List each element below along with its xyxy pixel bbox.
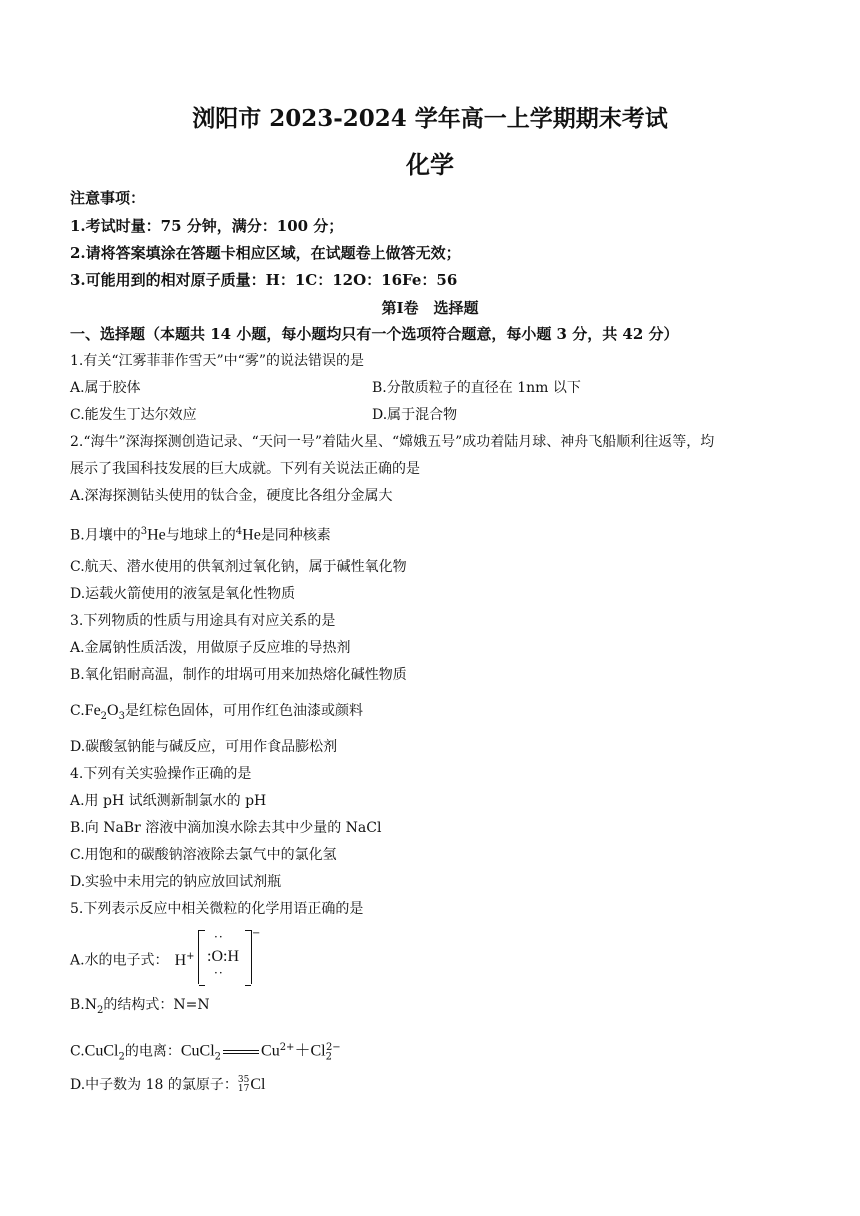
q3-option-c [70,701,363,727]
volume-heading: 第Ⅰ卷 选择题 [381,299,479,317]
q2-b-middle: 与地球上的 [165,527,236,544]
mass-number: 35 [237,1075,250,1085]
q5-c-cu: Cu [261,1042,280,1060]
q2-b-prefix: B.月壤中的 [70,527,141,544]
equals-sign [223,1050,259,1054]
q3-option-a: A.金属钠性质活泼，用做原子反应堆的导热剂 [70,640,351,656]
q3-c-sub-3: 3 [118,710,125,722]
q1-stem: 1.有关“江雾菲菲作雪天”中“雾”的说法错误的是 [70,353,364,369]
q3-c-suffix: 是红棕色固体，可用作红色油漆或颜料 [124,703,363,719]
q5-c-sub-3: 2 [325,1051,332,1063]
q3-c-fe: Fe [84,702,101,719]
q4-option-a: A.用 pH 试纸测新制氯水的 pH [70,793,267,809]
q2-option-a: A.深海探测钻头使用的钛合金，硬度比各组分金属大 [70,488,393,504]
q2-option-b [70,522,331,546]
atomic-number: 17 [237,1084,250,1094]
notes-heading: 注意事项： [70,189,146,207]
q5-c-sub-2: 2 [214,1051,222,1063]
q3-c-o: O [107,702,119,719]
q5-option-c [70,1038,341,1067]
q5-b-suffix: 的结构式：N=N [103,997,210,1013]
q5-option-a [70,947,195,971]
q1-option-a: A.属于胶体 [70,380,141,396]
q1-option-c: C.能发生丁达尔效应 [70,407,197,423]
lone-pair-top: ·· [214,930,224,944]
q5-c-cl: ＋Cl [294,1042,326,1060]
q3-c-prefix: C. [70,703,85,719]
q2-stem-line1: 2.“海牛”深海探测创造记录、“天问一号”着陆火星、“嫦娥五号”成功着陆月球、神舟飞船顺利往返等，均 [70,434,715,450]
q1-option-b: B.分散质粒子的直径在 1nm 以下 [372,380,581,396]
q2-option-c: C.航天、潜水使用的供氧剂过氧化钠，属于碱性氧化物 [70,559,407,575]
note-item-2: 2.请将答案填涂在答题卡相应区域，在试题卷上做答无效； [70,244,461,262]
q4-option-c: C.用饱和的碳酸钠溶液除去氯气中的氯化氢 [70,847,337,863]
q5-stem: 5.下列表示反应中相关微粒的化学用语正确的是 [70,901,364,917]
q3-option-d: D.碳酸氢钠能与碱反应，可用作食品膨松剂 [70,739,338,755]
q5-option-b [70,995,210,1021]
q3-stem: 3.下列物质的性质与用途具有对应关系的是 [70,613,336,629]
q5-c-formula-1: CuCl [84,1042,119,1060]
q5-b-prefix: B.N [70,997,97,1013]
note-item-1: 1.考试时量：75 分钟，满分：100 分； [70,217,344,235]
q2-b-element-2: He [242,526,261,544]
q5-c-cu-charge: 2+ [279,1042,295,1053]
q2-b-element-1: He [147,526,166,544]
exam-title: 浏阳市 2023-2024 学年高一上学期期末考试 [192,105,668,132]
q2-stem-line2: 展示了我国科技发展的巨大成就。下列有关说法正确的是 [70,461,420,477]
q2-b-mass-4: 4 [235,526,243,537]
q3-option-b: B.氧化铝耐高温，制作的坩埚可用来加热熔化碱性物质 [70,667,407,683]
q4-option-d: D.实验中未用完的钠应放回试剂瓶 [70,874,282,890]
q2-b-suffix: 是同种核素 [260,527,331,544]
part-heading: 一、选择题（本题共 14 小题，每小题均只有一个选项符合题意，每小题 3 分，共 42 分） [70,325,679,343]
q5-d-prefix: D.中子数为 18 的氯原子： [70,1077,238,1093]
note-item-3: 3.可能用到的相对原子质量：H：1C：12O：16Fe：56 [70,271,458,289]
q4-option-b: B.向 NaBr 溶液中滴加溴水除去其中少量的 NaCl [70,820,382,836]
q2-b-mass-3: 3 [140,526,148,537]
q5-a-h: H [174,951,187,969]
q5-c-cl-charge: 2− [325,1042,341,1053]
q5-a-charge: − [252,928,261,939]
q5-c-formula-2: CuCl [180,1042,215,1060]
subject-title: 化学 [406,150,454,179]
nuclide-numbers [238,1076,249,1094]
q5-c-sub-1: 2 [118,1051,125,1063]
q5-c-prefix: C. [70,1043,85,1060]
q5-a-prefix: A.水的电子式： [70,952,169,969]
q3-c-sub-2: 2 [100,710,108,722]
q1-option-d: D.属于混合物 [372,407,458,423]
lone-pair-bottom: ·· [214,966,224,980]
q2-option-d: D.运载火箭使用的液氢是氧化性物质 [70,586,296,602]
q5-c-middle: 的电离： [124,1043,181,1060]
q5-a-core: :O:H [207,948,239,965]
q4-stem: 4.下列有关实验操作正确的是 [70,766,252,782]
q5-d-element: Cl [250,1076,266,1093]
q5-a-hplus: + [186,951,195,962]
q5-b-sub: 2 [97,1004,104,1016]
q5-option-d [70,1075,265,1095]
